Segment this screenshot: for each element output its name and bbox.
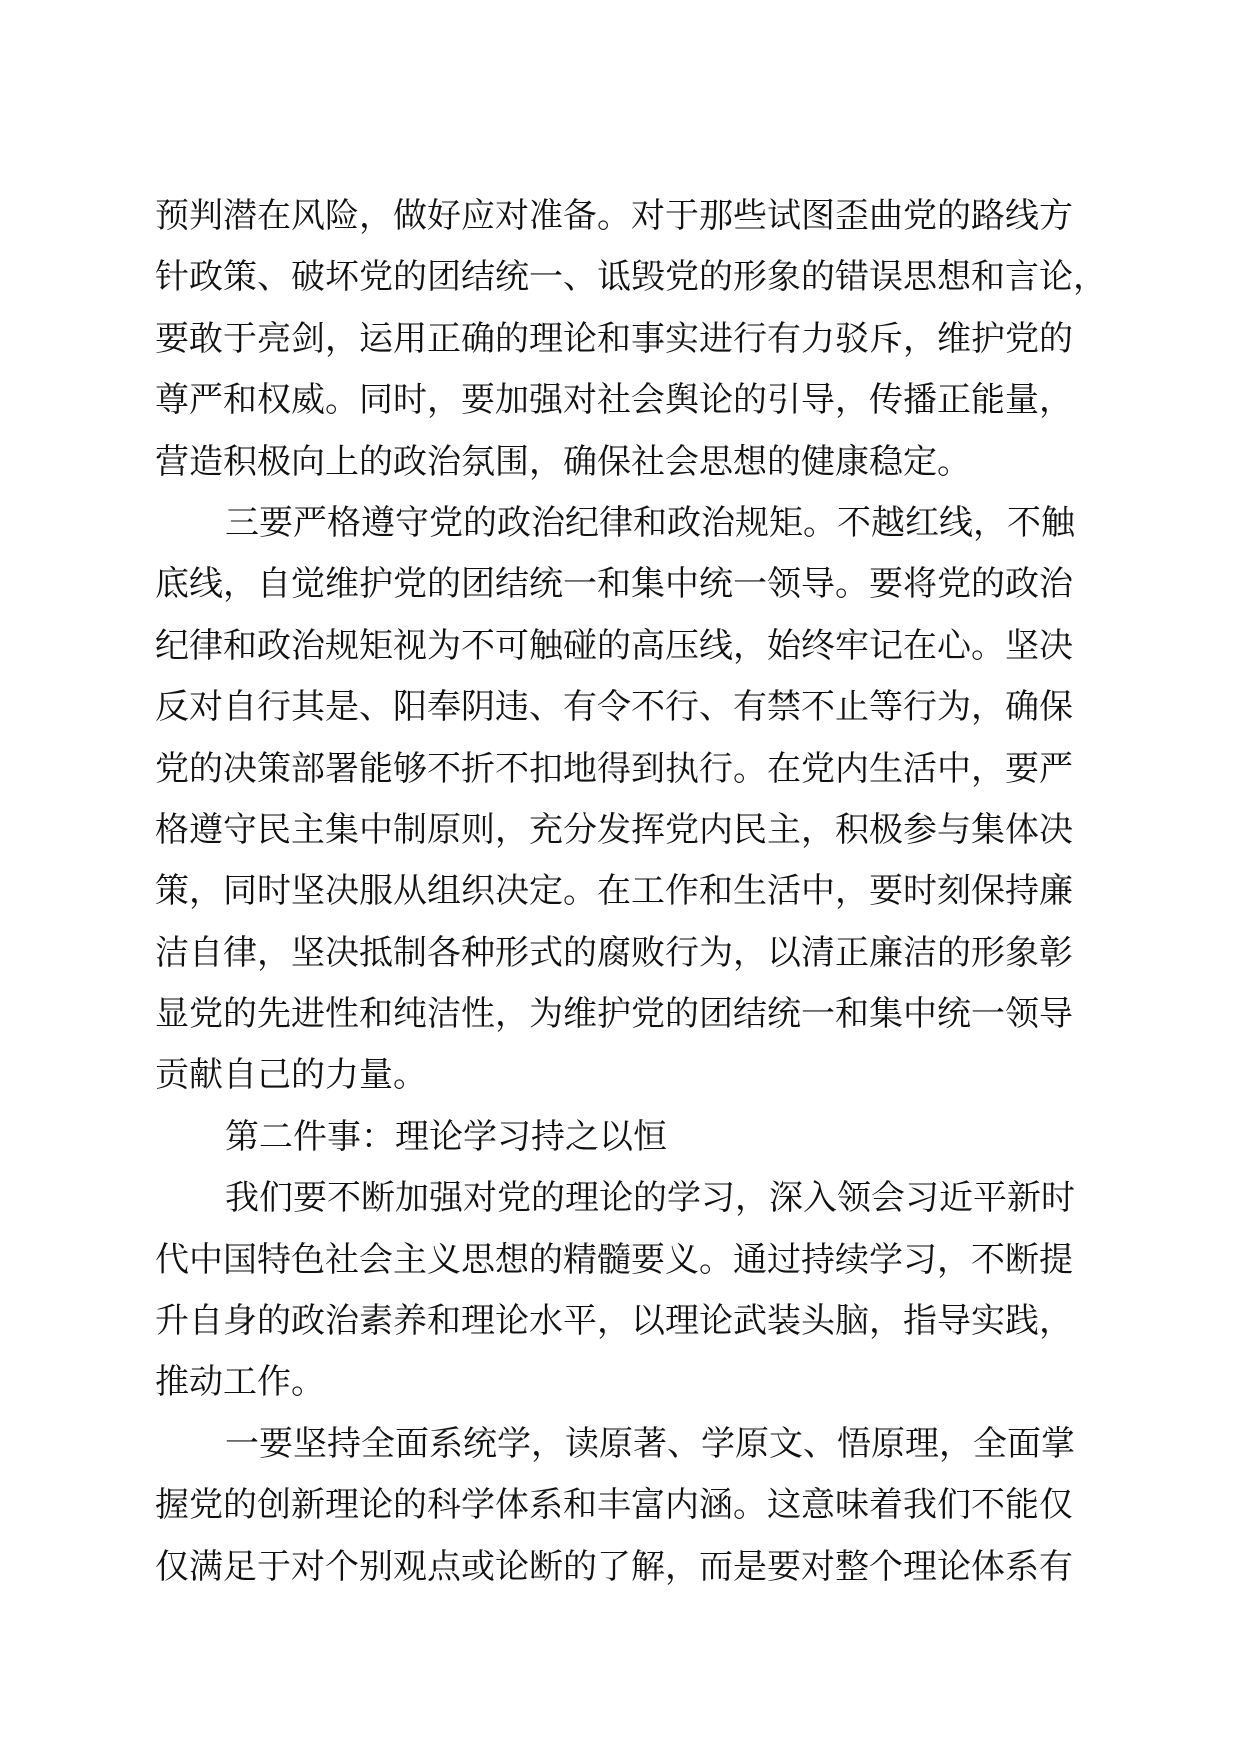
text-line: 代中国特色社会主义思想的精髓要义。通过持续学习，不断提 bbox=[155, 1239, 1073, 1280]
text-line: 贡献自己的力量。 bbox=[155, 1055, 427, 1096]
text-line: 要敢于亮剑，运用正确的理论和事实进行有力驳斥，维护党的 bbox=[155, 318, 1073, 359]
text-line: 第二件事：理论学习持之以恒 bbox=[225, 1116, 667, 1157]
text-line: 策，同时坚决服从组织决定。在工作和生活中，要时刻保持廉 bbox=[155, 871, 1073, 912]
document-body bbox=[155, 186, 1107, 1598]
text-line: 营造积极向上的政治氛围，确保社会思想的健康稳定。 bbox=[155, 441, 971, 482]
text-line: 显党的先进性和纯洁性，为维护党的团结统一和集中统一领导 bbox=[155, 994, 1073, 1035]
text-line: 升自身的政治素养和理论水平，以理论武装头脑，指导实践， bbox=[155, 1301, 1073, 1342]
text-line: 格遵守民主集中制原则，充分发挥党内民主，积极参与集体决 bbox=[155, 809, 1073, 850]
text-line: 握党的创新理论的科学体系和丰富内涵。这意味着我们不能仅 bbox=[155, 1485, 1073, 1526]
text-line: 针政策、破坏党的团结统一、诋毁党的形象的错误思想和言论， bbox=[155, 257, 1107, 298]
text-line: 纪律和政治规矩视为不可触碰的高压线，始终牢记在心。坚决 bbox=[155, 625, 1073, 666]
text-line: 反对自行其是、阳奉阴违、有令不行、有禁不止等行为，确保 bbox=[155, 687, 1073, 728]
text-line: 仅满足于对个别观点或论断的了解，而是要对整个理论体系有 bbox=[155, 1546, 1073, 1587]
text-line: 洁自律，坚决抵制各种形式的腐败行为，以清正廉洁的形象彰 bbox=[155, 932, 1073, 973]
text-line: 底线，自觉维护党的团结统一和集中统一领导。要将党的政治 bbox=[155, 564, 1073, 605]
text-line: 三要严格遵守党的政治纪律和政治规矩。不越红线，不触 bbox=[225, 502, 1075, 543]
text-line: 我们要不断加强对党的理论的学习，深入领会习近平新时 bbox=[225, 1178, 1075, 1219]
text-line: 预判潜在风险，做好应对准备。对于那些试图歪曲党的路线方 bbox=[155, 196, 1073, 236]
text-line: 一要坚持全面系统学，读原著、学原文、悟原理，全面掌 bbox=[225, 1423, 1075, 1464]
text-line: 推动工作。 bbox=[155, 1362, 325, 1403]
text-line: 尊严和权威。同时，要加强对社会舆论的引导，传播正能量， bbox=[155, 380, 1073, 421]
text-line: 党的决策部署能够不折不扣地得到执行。在党内生活中，要严 bbox=[155, 748, 1073, 789]
